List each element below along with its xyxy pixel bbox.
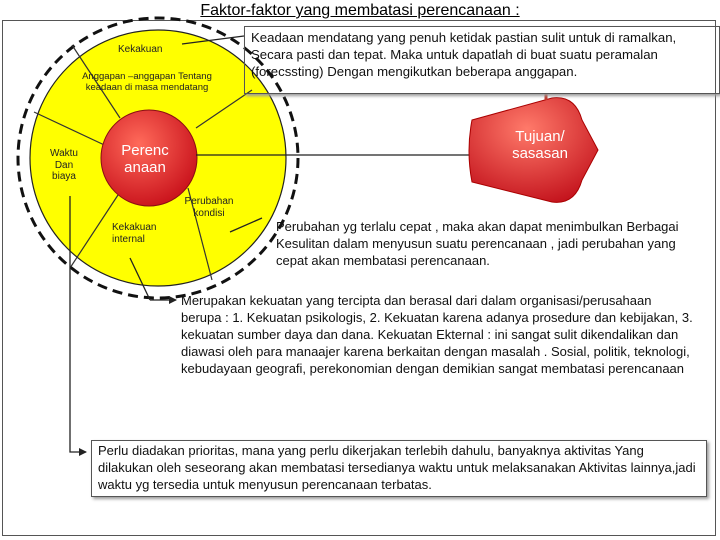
description-change: Perubahan yg terlalu cepat , maka akan dapat menimbulkan Berbagai Kesulitan dalam menyusun suatu perencanaan , jadi perubahan yang cepat akan membatasi perencanaan. <box>276 219 679 268</box>
label-kekakuan-internal: Kekakuan internal <box>112 222 157 245</box>
description-future: Keadaan mendatang yang penuh ketidak pastian sulit untuk di ramalkan, Secara pasti dan tepat. Maka untuk dapatlah di buat suatu peramalan (forecssting) Dengan mengikutkan beberapa anggapan. <box>244 26 720 94</box>
description-time: Perlu diadakan prioritas, mana yang perlu dikerjakan terlebih dahulu, banyaknya aktivitas Yang dilakukan oleh seseorang akan membatasi tersedianya waktu untuk melaksanakan Aktivitas lainnya,jadi waktu yg tersedia untuk menyusun perencanaan terbatas. <box>91 440 707 497</box>
label-waktu-biaya: Waktu Dan biaya <box>50 148 78 182</box>
label-anggapan: Anggapan –anggapan Tentang keadaan di masa mendatang <box>82 71 212 93</box>
label-kekakuan: Kekakuan <box>118 44 163 55</box>
center-label: Perenc anaan <box>121 142 169 177</box>
slide-title: Faktor-faktor yang membatasi perencanaan : <box>200 2 520 19</box>
description-internal: Merupakan kekuatan yang tercipta dan berasal dari dalam organisasi/perusahaan berupa : 1. Kekuatan psikologis, 2. Kekuatan karena adanya prosedure dan kebijakan, 3. kekuatan sumber daya dan dana. Kekuatan Ekternal : ini sangat sulit dikendalikan dan diawasi oleh para manaajer karena berkaitan dengan masalah . Sosial, politik, teknologi, kebudayaan geografi, perekonomian dengan demikian sangat membatasi perencanaan <box>181 293 693 376</box>
label-perubahan-kondisi: Perubahan kondisi <box>184 196 234 219</box>
goal-label: Tujuan/ sasasan <box>512 128 568 163</box>
